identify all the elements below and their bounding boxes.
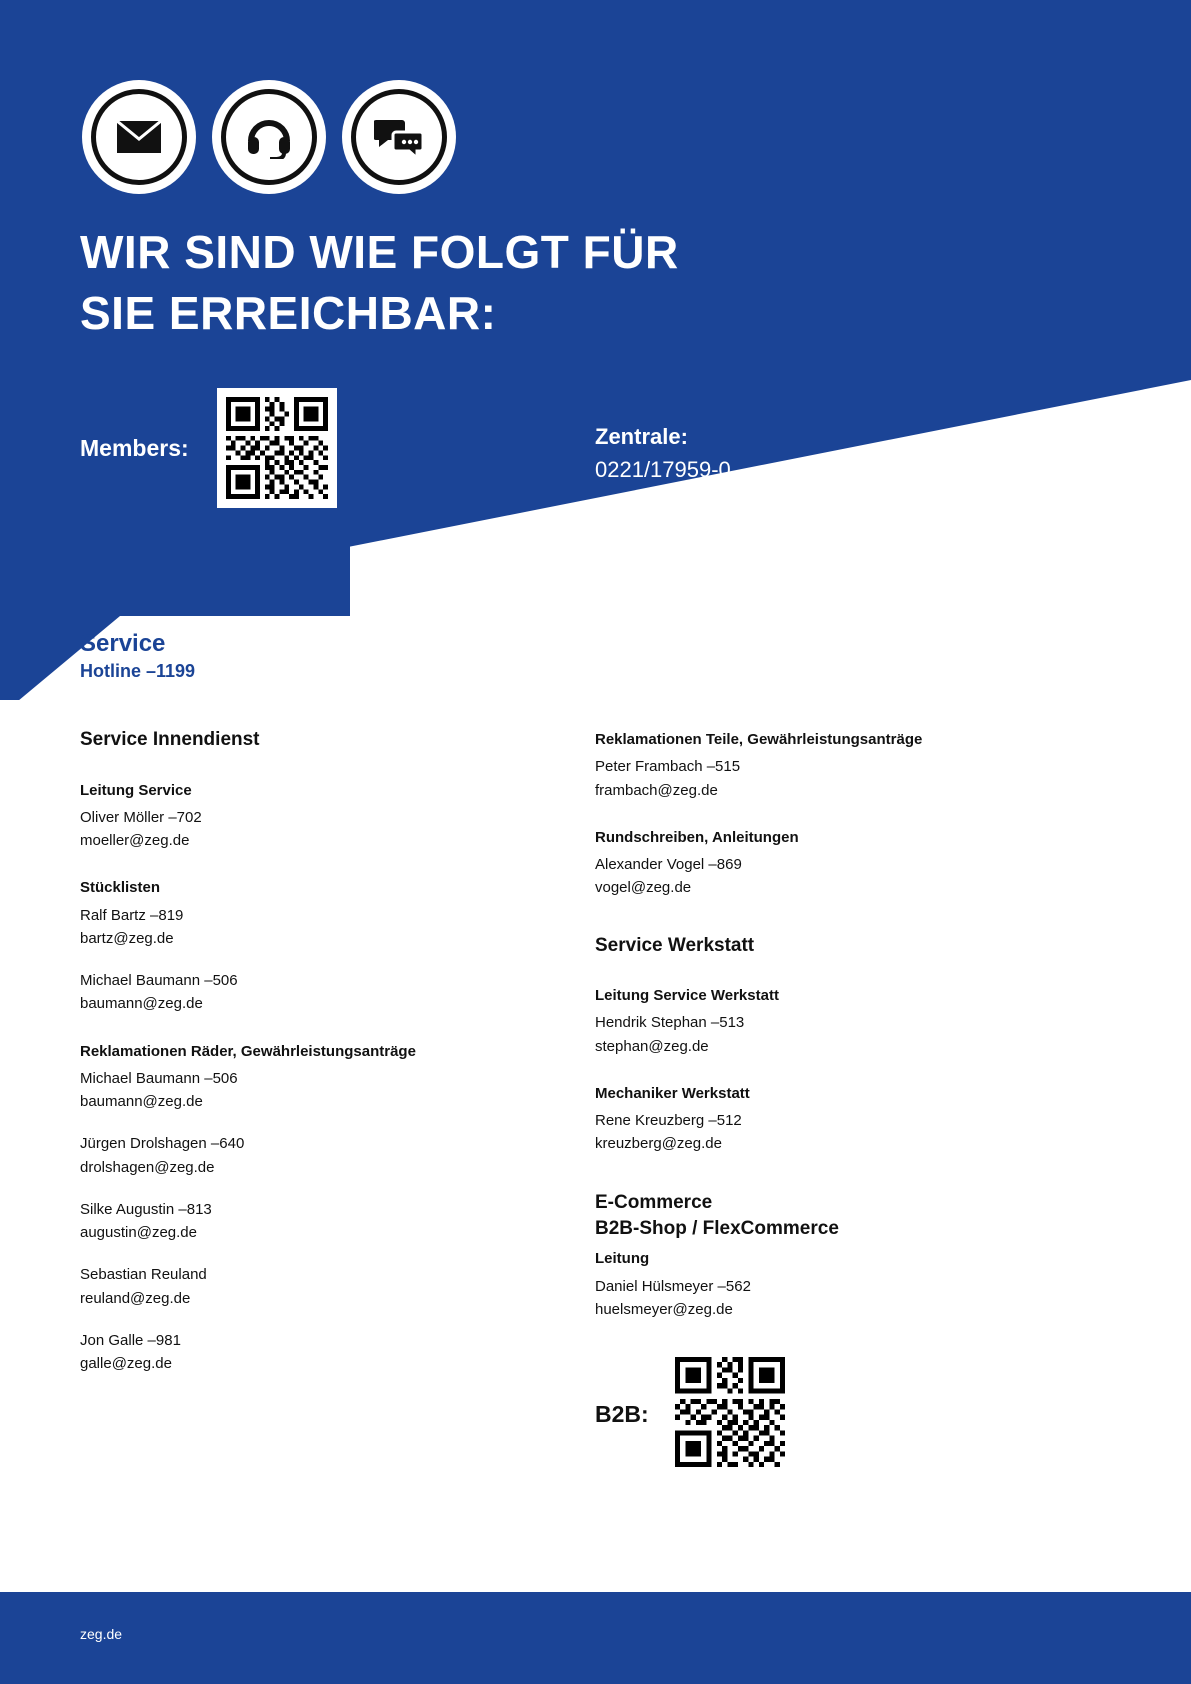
group-ecommerce-leitung [595,1247,1065,1321]
contact-name: Alexander Vogel –869 [595,856,742,873]
contact-person [595,853,1065,900]
b2b-qr-code[interactable] [675,1357,785,1472]
contact-name: Michael Baumann –506 [80,972,238,990]
contact-person [80,1263,550,1310]
group-label: Rundschreiben, Anleitungen [595,828,799,846]
contact-email[interactable]: stephan@zeg.de [595,1037,709,1055]
contact-person [595,1109,1065,1156]
zentrale-label: Zentrale: [595,424,688,449]
members-label: Members: [80,434,189,461]
contact-name: Peter Frambach –515 [595,758,741,776]
contact-email[interactable]: frambach@zeg.de [595,781,718,799]
group-reklamationen-raeder [80,1040,550,1376]
contact-person [80,904,550,951]
contact-email[interactable]: drolshagen@zeg.de [80,1158,215,1176]
contact-email[interactable]: augustin@zeg.de [80,1224,197,1242]
contact-email[interactable]: vogel@zeg.de [595,879,692,897]
contact-name: Rene Kreuzberg –512 [595,1112,742,1130]
zentrale-number: 0221/17959-0 [595,457,731,482]
group-label: Mechaniker Werkstatt [595,1084,750,1102]
b2b-qr-row [595,1357,1065,1472]
contact-person [80,1067,550,1114]
contact-name: Jon Galle –981 [80,1331,181,1349]
service-heading [80,628,195,684]
contact-email[interactable]: huelsmeyer@zeg.de [595,1300,733,1318]
contact-email[interactable]: baumann@zeg.de [80,1093,203,1111]
headline-line-1: WIR SIND WIE FOLGT FÜR [80,226,679,278]
contact-person [80,969,550,1016]
group-mechaniker-werkstatt [595,1082,1065,1156]
contact-email[interactable]: reuland@zeg.de [80,1289,191,1307]
contact-name: Oliver Möller –702 [80,808,202,826]
members-qr-row [80,388,337,508]
footer [0,1592,1191,1684]
contact-name: Michael Baumann –506 [80,1069,238,1087]
ecommerce-line-1: E-Commerce [595,1191,713,1213]
group-leitung-werkstatt [595,984,1065,1058]
contact-name: Sebastian Reuland [80,1266,207,1284]
zentrale-block [595,420,731,486]
group-leitung-service [80,779,550,853]
group-stuecklisten [80,876,550,1015]
contact-person [595,1011,1065,1058]
footer-url[interactable]: zeg.de [80,1626,123,1642]
section-title-ecommerce [595,1190,1065,1242]
contact-email[interactable]: kreuzberg@zeg.de [595,1135,722,1153]
group-label: Reklamationen Teile, Gewährleistungsanträge [595,731,923,748]
group-label: Leitung [595,1250,650,1268]
group-label: Leitung Service [80,781,192,799]
service-hotline: Hotline –1199 [80,661,196,682]
b2b-label: B2B: [595,1401,649,1428]
contact-person [595,1275,1065,1322]
contact-person [80,806,550,853]
ecommerce-line-2: B2B-Shop / FlexCommerce [595,1217,839,1239]
contact-person [80,1198,550,1245]
group-reklamationen-teile [595,728,1065,802]
right-column [595,728,1065,1472]
contact-name: Daniel Hülsmeyer –562 [595,1277,751,1295]
contact-name: Jürgen Drolshagen –640 [80,1135,245,1153]
section-title-innendienst: Service Innendienst [80,729,260,750]
envelope-icon [82,80,196,194]
contact-email[interactable]: moeller@zeg.de [80,832,190,850]
contact-person [80,1329,550,1376]
group-rundschreiben [595,826,1065,900]
contact-email[interactable]: baumann@zeg.de [80,995,203,1013]
contact-name: Silke Augustin –813 [80,1200,212,1218]
headline-line-2: SIE ERREICHBAR: [80,286,497,339]
contact-name: Ralf Bartz –819 [80,906,184,924]
group-label: Stücklisten [80,879,161,897]
group-label: Reklamationen Räder, Gewährleistungsanträge [80,1042,416,1060]
header-banner [0,0,1191,700]
contact-person [80,1132,550,1179]
contact-icon-row [82,80,456,194]
headset-icon [212,80,326,194]
contact-person [595,755,1065,802]
chat-bubbles-icon [342,80,456,194]
section-title-werkstatt: Service Werkstatt [595,934,755,956]
contact-email[interactable]: galle@zeg.de [80,1355,172,1373]
contact-email[interactable]: bartz@zeg.de [80,929,174,947]
left-column [80,728,550,1399]
contact-name: Hendrik Stephan –513 [595,1014,745,1032]
members-qr-code[interactable] [217,388,337,508]
page-title [80,222,679,343]
service-title: Service [80,630,166,657]
group-label: Leitung Service Werkstatt [595,987,779,1005]
